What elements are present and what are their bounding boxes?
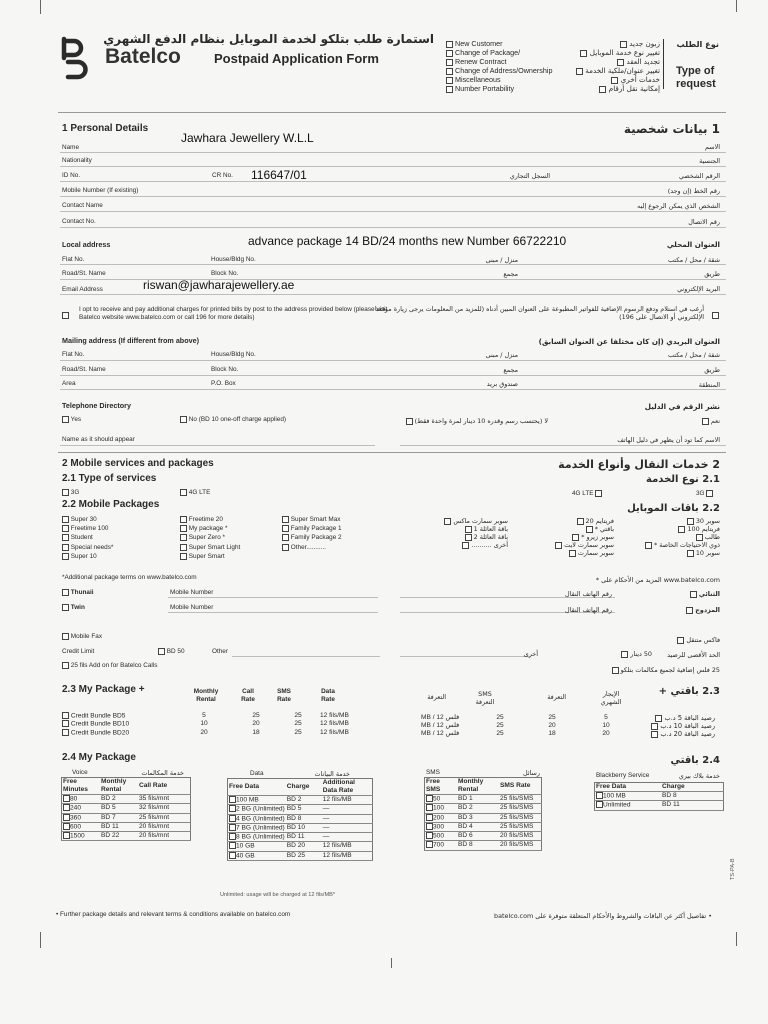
blackberry-table: Free Data Charge 100 MB BD 8 Unlimited BD 11 — [594, 782, 724, 811]
label-name: Name — [62, 144, 80, 151]
table-row[interactable]: 100 BD 2 25 fils/SMS — [425, 804, 542, 813]
request-type[interactable]: New Customer — [446, 39, 553, 48]
mailing-address-heading: Mailing address (If different from above) — [62, 336, 199, 345]
packages-col2-ar: فريتايم 20 باقتي * سوبر زيرو * سوبر سمارت لايت سوبر سمارت — [555, 517, 614, 557]
footer-note: • Further package details and relevant terms & conditions available on batelco.com — [56, 911, 291, 918]
checkbox[interactable] — [446, 77, 453, 84]
thunaii-option[interactable]: Thunaii — [62, 589, 94, 597]
request-types-en — [446, 39, 553, 93]
batelco-b-icon — [58, 36, 94, 80]
table-row[interactable]: 7 BG (Unlimited) BD 10 — — [228, 823, 373, 832]
table-row[interactable]: Credit Bundle BD20 20 18 25 12 fils/MB — [61, 729, 371, 737]
packages-col1-ar: سوبر 30 فريتايم 100 طالب ذوي الاحتياجات الخاصة * سوبر 10 — [645, 517, 720, 557]
table-row[interactable]: 100 MB BD 2 12 fils/MB — [228, 796, 373, 805]
credit-bd50-option[interactable]: BD 50 — [158, 648, 185, 656]
local-address-heading: Local address — [62, 240, 111, 249]
section-personal-heading: 1 Personal Details — [62, 123, 149, 134]
type-of-request-label: Type of request — [676, 65, 716, 90]
label-id: ID No. — [62, 172, 81, 179]
label-mobile: Mobile Number (If existing) — [62, 187, 139, 194]
cr-value[interactable]: 116647/01 — [251, 168, 307, 182]
table-row[interactable]: 200 BD 3 25 fils/SMS — [425, 813, 542, 822]
table-row[interactable]: Credit Bundle BD10 10 20 25 12 fils/MB — [61, 720, 371, 728]
package-terms: *Additional package terms on www.batelco.com — [62, 574, 197, 581]
directory-yes[interactable]: Yes — [62, 416, 81, 424]
form-title-ar: استمارة طلب بتلكو لخدمة الموبايل بنظام الدفع الشهري — [103, 32, 434, 46]
table-row[interactable]: 700 BD 8 20 fils/SMS — [425, 841, 542, 850]
sms-table: Free SMS Monthly Rental SMS Rate 50 BD 1 25 fils/SMS 100 BD 2 25 fils/SMS 200 BD 3 25 fils/SMS 300 BD 4 25 fils/SMS 500 BD 6 20 fils/SMS 700 BD 8 20 fils/SMS — [424, 777, 542, 851]
table-row[interactable]: 40 GB BD 25 12 fils/MB — [228, 851, 373, 860]
email-value[interactable]: riswan@jawharajewellery.ae — [143, 278, 295, 292]
checkbox[interactable] — [620, 41, 627, 48]
packages-col3-ar: سوبر سمارت ماكس باقة العائلة 1 باقة العائلة 2 أخرى .......... — [444, 517, 508, 549]
my-package-plus-heading: 2.3 My Package + — [62, 684, 145, 695]
option-3g[interactable]: 3G — [62, 489, 79, 497]
footer-small-note: Unlimited: usage will be charged at 12 fils/MB* — [220, 892, 336, 898]
table-row[interactable]: 10 GB BD 20 12 fils/MB — [228, 842, 373, 851]
checkbox[interactable] — [446, 86, 453, 93]
checkbox[interactable] — [446, 59, 453, 66]
table-row[interactable]: MB / فلس 12 25 18 20 رصيد الباقة 20 د.ب — [421, 730, 715, 738]
checkbox[interactable] — [617, 59, 624, 66]
printed-bills-checkbox[interactable] — [62, 307, 69, 325]
table-row[interactable]: 360 BD 7 25 fils/mnt — [62, 813, 191, 822]
checkbox[interactable] — [599, 86, 606, 93]
my-package-heading: 2.4 My Package — [62, 752, 136, 763]
cr-label: CR No. — [212, 172, 233, 179]
edge-mark — [736, 0, 737, 12]
packages-col1: Super 30 Freetime 100 Student Special needs* Super 10 — [62, 516, 113, 562]
checkbox[interactable] — [446, 50, 453, 57]
twin-option[interactable]: Twin — [62, 604, 85, 612]
checkbox[interactable] — [580, 50, 587, 57]
request-types-ar: زبون جديد تغيير نوع خدمة الموبايل تجديد العقد تغيير عنوان/ملكية الخدمة خدمات أخرى إمكانية نقل أرقام — [576, 39, 660, 93]
form-code: TS-PA-B — [730, 858, 736, 880]
request-type[interactable]: Change of Address/Ownership — [446, 66, 553, 75]
directory-no[interactable]: No (BD 10 one-off charge applied) — [180, 416, 286, 424]
name-field-line[interactable] — [60, 152, 726, 153]
checkbox[interactable] — [576, 68, 583, 75]
table-row[interactable]: Unlimited BD 11 — [595, 801, 724, 810]
packages-col3: Super Smart Max Family Package 1 Family Package 2 Other........... — [282, 516, 342, 553]
checkbox[interactable] — [712, 312, 719, 319]
local-address-note[interactable]: advance package 14 BD/24 months new Number 66722210 — [248, 234, 567, 248]
label-contact-name: Contact Name — [62, 202, 103, 209]
edge-mark — [40, 932, 41, 948]
mobile-field-line[interactable] — [60, 196, 726, 197]
telephone-directory-heading: Telephone Directory — [62, 401, 131, 410]
table-row[interactable]: 500 BD 6 20 fils/SMS — [425, 832, 542, 841]
table-row[interactable]: 4 BG (Unlimited) BD 8 — — [228, 814, 373, 823]
table-row[interactable]: 240 BD 5 32 fils/mnt — [62, 804, 191, 813]
form-title: Postpaid Application Form — [214, 51, 379, 66]
checkbox[interactable] — [446, 41, 453, 48]
name-value[interactable]: Jawhara Jewellery W.L.L — [181, 131, 314, 145]
footer-note-ar: • تفاصيل أكثر عن الباقات والشروط والأحكام المتعلقة متوفرة على batelco.com — [494, 912, 712, 920]
request-type-marker-icon — [663, 39, 674, 89]
id-field-line[interactable] — [60, 181, 726, 182]
checkbox[interactable] — [446, 68, 453, 75]
table-row[interactable]: 50 BD 1 25 fils/SMS — [425, 795, 542, 804]
table-row[interactable]: 600 BD 11 20 fils/mnt — [62, 822, 191, 831]
contact-name-field-line[interactable] — [60, 211, 726, 212]
section-services-heading: 2 Mobile services and packages — [62, 458, 214, 469]
batelco-logo — [58, 36, 94, 80]
voice-table: Free Minutes Monthly Rental Call Rate 80 BD 2 35 fils/mnt 240 BD 5 32 fils/mnt 360 BD 7 25 fils/mnt 600 BD 11 20 fils/mnt 1500 BD 22 20 fils/mnt — [61, 777, 191, 841]
option-4g[interactable]: 4G LTE — [180, 489, 210, 497]
contact-no-field-line[interactable] — [60, 227, 726, 228]
packages-col2: Freetime 20 My package * Super Zero * Super Smart Light Super Smart — [180, 516, 240, 562]
request-type[interactable]: Miscellaneous — [446, 75, 553, 84]
edge-mark — [391, 958, 392, 968]
table-row[interactable]: 1500 BD 22 20 fils/mnt — [62, 832, 191, 841]
request-type[interactable]: Renew Contract — [446, 57, 553, 66]
mobile-fax-option[interactable]: Mobile Fax — [62, 633, 102, 641]
data-table: Free Data Charge Additional Data Rate 100 MB BD 2 12 fils/MB 2 BG (Unlimited) BD 5 — 4 BG (Unlimited) BD 8 — 7 BG (Unlimited) BD 10 — 8 BG (Unlimited) BD 11 — 10 GB BD 20 12 fils/MB 40 GB BD 25 12 fils/MB — [227, 778, 373, 861]
table-row[interactable]: Credit Bundle BD5 5 25 25 12 fils/MB — [61, 712, 371, 720]
table-row[interactable]: 8 BG (Unlimited) BD 11 — — [228, 833, 373, 842]
table-row[interactable]: 100 MB BD 8 — [595, 792, 724, 801]
table-row[interactable]: 300 BD 4 25 fils/SMS — [425, 822, 542, 831]
label-nationality: Nationality — [62, 157, 92, 164]
checkbox[interactable] — [611, 77, 618, 84]
label-contact-no: Contact No. — [62, 218, 96, 225]
nationality-field-line[interactable] — [60, 166, 726, 167]
addon-option[interactable]: 25 fils Add on for Batelco Calls — [62, 662, 157, 670]
printed-bills-text: I opt to receive and pay additional charges for printed bills by post to the address provided below (please visit Batelco website www.batelco.com or call 196 for more details) — [79, 306, 388, 321]
type-of-request-ar: نوع الطلب — [676, 39, 719, 49]
my-package-plus-table — [61, 712, 371, 737]
brand-name: Batelco — [105, 45, 181, 68]
table-row[interactable]: MB / فلس 12 25 25 5 رصيد الباقة 5 د.ب — [421, 714, 715, 722]
section-personal-heading-ar: 1 بيانات شخصية — [623, 122, 720, 136]
request-type[interactable]: Change of Package/ — [446, 48, 553, 57]
request-type[interactable]: Number Portability — [446, 84, 553, 93]
table-row[interactable]: 2 BG (Unlimited) BD 5 — — [228, 805, 373, 814]
edge-mark — [736, 932, 737, 946]
my-package-plus-table-ar — [420, 714, 716, 738]
table-row[interactable]: 80 BD 2 35 fils/mnt — [62, 795, 191, 804]
edge-mark — [40, 0, 41, 14]
table-row[interactable]: MB / فلس 12 25 20 10 رصيد الباقة 10 د.ب — [421, 722, 715, 730]
